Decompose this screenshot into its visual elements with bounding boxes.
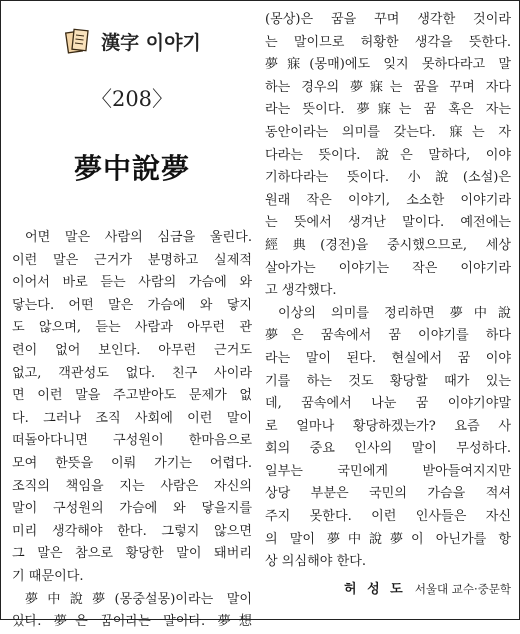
- text-line: 도 않으며, 듣는 사람과 아무런 관: [12, 320, 252, 336]
- text-line: 夢中說夢(몽중설몽)이라는 말이: [25, 591, 252, 607]
- text-line: 동안이라는 의미를 갖는다. 寐는 자: [265, 124, 511, 140]
- text-line: 다라는 뜻이다. 說은 말하다, 이야: [265, 147, 511, 163]
- column-title: 漢字 이야기: [101, 31, 201, 54]
- text-line: 회의 중요 인사의 말이 무성하다.: [265, 441, 511, 457]
- text-line: 이상의 의미를 정리하면 夢中說: [278, 305, 511, 321]
- text-line: 이런 말은 근거가 분명하고 실제적: [12, 252, 252, 268]
- text-line: 일부는 국민에게 받아들여지지만: [265, 463, 511, 479]
- text-line: 상 의심해야 한다.: [265, 554, 367, 570]
- left-column: [12, 15, 252, 634]
- article-headline: 夢中說夢: [73, 152, 190, 185]
- text-line: 夢은 꿈속에서 꿈 이야기를 하다: [265, 328, 511, 344]
- text-line: 다. 그러나 조직 사회에 이런 말이: [12, 410, 252, 426]
- right-column: [265, 9, 511, 597]
- text-line: 기를 하는 것도 황당할 때가 있는: [265, 373, 511, 389]
- author-byline: [265, 578, 511, 597]
- books-icon: [63, 26, 93, 56]
- author-name: 허 성 도: [343, 581, 406, 597]
- text-line: 원래 작은 이야기, 소소한 이야기라: [265, 192, 511, 208]
- text-line: 의 말이 夢中說夢이 아닌가를 항: [265, 531, 511, 547]
- text-line: 經典(경전)을 중시했으므로, 세상: [265, 237, 511, 253]
- text-line: 기하다라는 뜻이다. 小說(소설)은: [265, 170, 511, 186]
- text-line: 기 때문이다.: [12, 568, 84, 584]
- text-line: 미리 생각해야 한다. 그렇지 않으면: [12, 523, 252, 539]
- text-line: 모여 한뜻을 이뤄 가기는 어렵다.: [12, 455, 252, 471]
- text-line: 그 말은 참으로 황당한 말이 돼버리: [12, 546, 252, 562]
- issue-number: 〈208〉: [90, 87, 174, 111]
- column-header: [12, 21, 252, 61]
- text-line: 는 뜻에서 생겨난 말이다. 예전에는: [265, 215, 511, 231]
- text-line: 夢寐(몽매)에도 잊지 못하다라고 말: [265, 57, 511, 73]
- left-body-text: [12, 227, 252, 634]
- text-line: 라는 말이 된다. 현실에서 꿈 이야: [265, 350, 511, 366]
- text-line: 고 생각했다.: [265, 283, 337, 299]
- text-line: (몽상)은 꿈을 꾸며 생각한 것이라: [265, 12, 511, 27]
- text-line: 데, 꿈속에서 나눈 꿈 이야기야말: [265, 396, 511, 412]
- text-line: 이어서 바로 듣는 사람의 가슴에 와: [12, 275, 252, 291]
- author-title: 서울대 교수·중문학: [414, 581, 511, 596]
- text-line: 로 얼마나 황당하겠는가? 요즘 사: [265, 418, 511, 434]
- text-line: 어면 말은 사람의 심금을 울린다.: [25, 230, 252, 245]
- text-line: 조직의 책임을 지는 사람은 자신의: [12, 478, 252, 494]
- text-line: 없고, 객관성도 없다. 친구 사이라: [12, 365, 252, 381]
- text-line: 떠돌아다니면 구성원이 한마음으로: [12, 433, 252, 449]
- text-line: 면 이런 말을 주고받아도 문제가 없: [12, 388, 252, 404]
- text-line: 주지 못한다. 이런 인사들은 자신: [265, 509, 511, 525]
- text-line: 상당 부분은 국민의 가슴을 적셔: [265, 486, 511, 502]
- text-line: 말이 구성원의 가슴에 와 닿을지를: [12, 501, 252, 517]
- text-line: 련이 없어 보인다. 아무런 근거도: [12, 342, 252, 358]
- text-line: 있다. 夢은 꿈이라는 말이다. 夢想: [12, 614, 252, 630]
- text-line: 는 말이므로 허황한 생각을 뜻한다.: [265, 34, 511, 50]
- text-line: 살아가는 이야기는 작은 이야기라: [265, 260, 511, 276]
- text-line: 닿는다. 어떤 말은 가슴에 와 닿지: [12, 297, 252, 313]
- text-line: 하는 경우의 夢寐는 꿈을 꾸며 자다: [265, 79, 511, 95]
- text-line: 라는 뜻이다. 夢寐는 꿈 혹은 자는: [265, 102, 511, 118]
